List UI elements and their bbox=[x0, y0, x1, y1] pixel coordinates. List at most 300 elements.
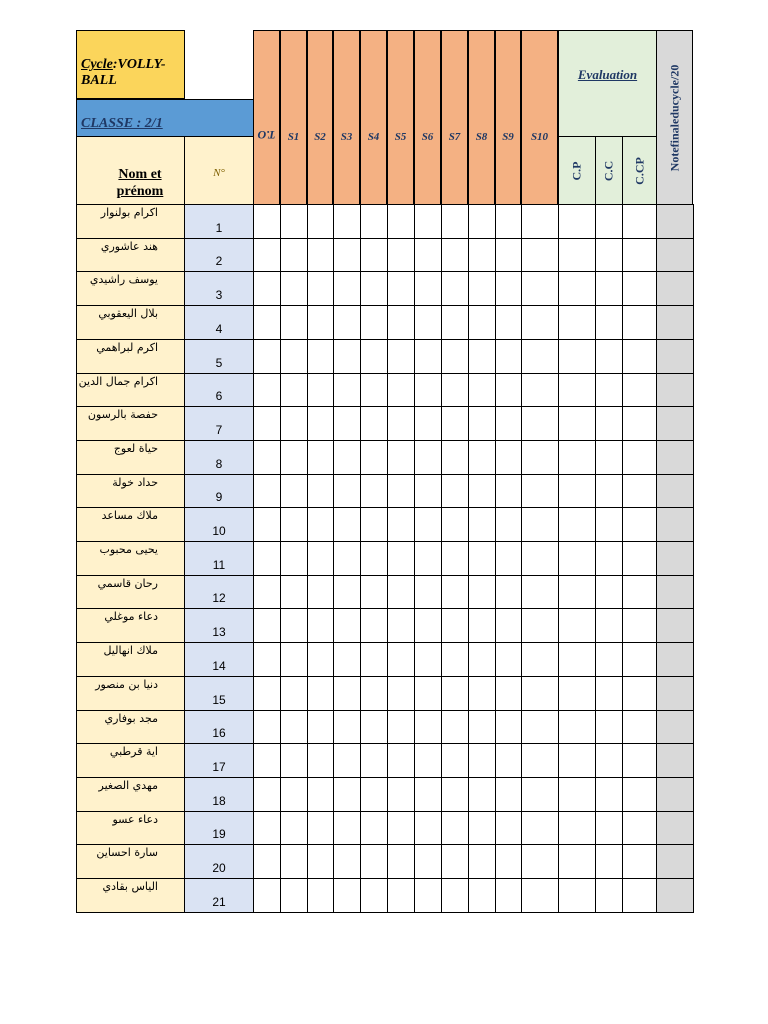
eval-grade-cell[interactable] bbox=[622, 811, 657, 845]
to-grade-cell[interactable] bbox=[253, 406, 281, 441]
session-grade-cell[interactable] bbox=[280, 507, 308, 542]
session-grade-cell[interactable] bbox=[360, 238, 388, 272]
session-grade-cell[interactable] bbox=[387, 541, 415, 576]
session-grade-cell[interactable] bbox=[521, 811, 559, 845]
to-grade-cell[interactable] bbox=[253, 743, 281, 778]
session-grade-cell[interactable] bbox=[414, 373, 442, 407]
session-grade-cell[interactable] bbox=[441, 710, 469, 744]
to-grade-cell[interactable] bbox=[253, 844, 281, 879]
session-grade-cell[interactable] bbox=[387, 507, 415, 542]
session-grade-cell[interactable] bbox=[468, 777, 496, 812]
session-grade-cell[interactable] bbox=[307, 507, 334, 542]
eval-grade-cell[interactable] bbox=[622, 305, 657, 340]
session-grade-cell[interactable] bbox=[468, 710, 496, 744]
session-grade-cell[interactable] bbox=[414, 507, 442, 542]
session-grade-cell[interactable] bbox=[521, 608, 559, 643]
to-grade-cell[interactable] bbox=[253, 575, 281, 609]
session-grade-cell[interactable] bbox=[387, 474, 415, 508]
session-grade-cell[interactable] bbox=[495, 339, 522, 374]
final-grade-cell[interactable] bbox=[656, 777, 694, 812]
session-grade-cell[interactable] bbox=[468, 440, 496, 475]
session-grade-cell[interactable] bbox=[307, 339, 334, 374]
eval-grade-cell[interactable] bbox=[622, 743, 657, 778]
session-grade-cell[interactable] bbox=[360, 474, 388, 508]
session-grade-cell[interactable] bbox=[468, 238, 496, 272]
session-grade-cell[interactable] bbox=[333, 406, 361, 441]
to-grade-cell[interactable] bbox=[253, 608, 281, 643]
to-grade-cell[interactable] bbox=[253, 440, 281, 475]
session-grade-cell[interactable] bbox=[495, 440, 522, 475]
eval-grade-cell[interactable] bbox=[595, 608, 623, 643]
to-grade-cell[interactable] bbox=[253, 710, 281, 744]
eval-grade-cell[interactable] bbox=[622, 777, 657, 812]
session-grade-cell[interactable] bbox=[414, 608, 442, 643]
session-grade-cell[interactable] bbox=[468, 743, 496, 778]
to-grade-cell[interactable] bbox=[253, 204, 281, 239]
session-grade-cell[interactable] bbox=[307, 541, 334, 576]
final-grade-cell[interactable] bbox=[656, 238, 694, 272]
session-grade-cell[interactable] bbox=[280, 844, 308, 879]
eval-grade-cell[interactable] bbox=[595, 271, 623, 306]
session-grade-cell[interactable] bbox=[387, 238, 415, 272]
eval-grade-cell[interactable] bbox=[622, 642, 657, 677]
session-grade-cell[interactable] bbox=[414, 474, 442, 508]
session-grade-cell[interactable] bbox=[468, 844, 496, 879]
session-grade-cell[interactable] bbox=[521, 541, 559, 576]
session-grade-cell[interactable] bbox=[387, 204, 415, 239]
eval-grade-cell[interactable] bbox=[558, 238, 596, 272]
session-grade-cell[interactable] bbox=[360, 373, 388, 407]
session-grade-cell[interactable] bbox=[307, 406, 334, 441]
session-grade-cell[interactable] bbox=[495, 575, 522, 609]
session-grade-cell[interactable] bbox=[360, 777, 388, 812]
session-grade-cell[interactable] bbox=[441, 541, 469, 576]
final-grade-cell[interactable] bbox=[656, 406, 694, 441]
session-grade-cell[interactable] bbox=[441, 238, 469, 272]
session-grade-cell[interactable] bbox=[468, 339, 496, 374]
session-grade-cell[interactable] bbox=[360, 271, 388, 306]
session-grade-cell[interactable] bbox=[280, 541, 308, 576]
session-grade-cell[interactable] bbox=[280, 305, 308, 340]
session-grade-cell[interactable] bbox=[307, 878, 334, 913]
session-grade-cell[interactable] bbox=[387, 676, 415, 711]
session-grade-cell[interactable] bbox=[280, 440, 308, 475]
eval-grade-cell[interactable] bbox=[622, 339, 657, 374]
session-grade-cell[interactable] bbox=[307, 575, 334, 609]
session-grade-cell[interactable] bbox=[495, 710, 522, 744]
to-grade-cell[interactable] bbox=[253, 676, 281, 711]
session-grade-cell[interactable] bbox=[468, 406, 496, 441]
session-grade-cell[interactable] bbox=[414, 575, 442, 609]
eval-grade-cell[interactable] bbox=[595, 844, 623, 879]
session-grade-cell[interactable] bbox=[441, 440, 469, 475]
session-grade-cell[interactable] bbox=[387, 844, 415, 879]
eval-grade-cell[interactable] bbox=[558, 844, 596, 879]
eval-grade-cell[interactable] bbox=[558, 507, 596, 542]
session-grade-cell[interactable] bbox=[280, 777, 308, 812]
final-grade-cell[interactable] bbox=[656, 642, 694, 677]
eval-grade-cell[interactable] bbox=[558, 575, 596, 609]
session-grade-cell[interactable] bbox=[360, 642, 388, 677]
final-grade-cell[interactable] bbox=[656, 474, 694, 508]
session-grade-cell[interactable] bbox=[307, 777, 334, 812]
session-grade-cell[interactable] bbox=[495, 406, 522, 441]
session-grade-cell[interactable] bbox=[521, 777, 559, 812]
session-grade-cell[interactable] bbox=[387, 373, 415, 407]
eval-grade-cell[interactable] bbox=[558, 204, 596, 239]
session-grade-cell[interactable] bbox=[360, 204, 388, 239]
session-grade-cell[interactable] bbox=[495, 878, 522, 913]
session-grade-cell[interactable] bbox=[280, 271, 308, 306]
session-grade-cell[interactable] bbox=[521, 305, 559, 340]
session-grade-cell[interactable] bbox=[495, 507, 522, 542]
session-grade-cell[interactable] bbox=[441, 676, 469, 711]
session-grade-cell[interactable] bbox=[387, 811, 415, 845]
session-grade-cell[interactable] bbox=[387, 575, 415, 609]
eval-grade-cell[interactable] bbox=[595, 777, 623, 812]
eval-grade-cell[interactable] bbox=[558, 608, 596, 643]
eval-grade-cell[interactable] bbox=[622, 406, 657, 441]
eval-grade-cell[interactable] bbox=[622, 541, 657, 576]
session-grade-cell[interactable] bbox=[414, 339, 442, 374]
eval-grade-cell[interactable] bbox=[622, 373, 657, 407]
eval-grade-cell[interactable] bbox=[595, 541, 623, 576]
final-grade-cell[interactable] bbox=[656, 440, 694, 475]
session-grade-cell[interactable] bbox=[333, 271, 361, 306]
session-grade-cell[interactable] bbox=[387, 878, 415, 913]
session-grade-cell[interactable] bbox=[521, 844, 559, 879]
session-grade-cell[interactable] bbox=[360, 811, 388, 845]
final-grade-cell[interactable] bbox=[656, 305, 694, 340]
session-grade-cell[interactable] bbox=[360, 676, 388, 711]
session-grade-cell[interactable] bbox=[468, 305, 496, 340]
final-grade-cell[interactable] bbox=[656, 204, 694, 239]
session-grade-cell[interactable] bbox=[414, 743, 442, 778]
session-grade-cell[interactable] bbox=[441, 642, 469, 677]
session-grade-cell[interactable] bbox=[468, 575, 496, 609]
session-grade-cell[interactable] bbox=[495, 642, 522, 677]
eval-grade-cell[interactable] bbox=[558, 541, 596, 576]
final-grade-cell[interactable] bbox=[656, 743, 694, 778]
session-grade-cell[interactable] bbox=[280, 642, 308, 677]
session-grade-cell[interactable] bbox=[521, 406, 559, 441]
session-grade-cell[interactable] bbox=[495, 743, 522, 778]
session-grade-cell[interactable] bbox=[441, 474, 469, 508]
session-grade-cell[interactable] bbox=[521, 204, 559, 239]
session-grade-cell[interactable] bbox=[307, 373, 334, 407]
session-grade-cell[interactable] bbox=[495, 238, 522, 272]
session-grade-cell[interactable] bbox=[387, 305, 415, 340]
session-grade-cell[interactable] bbox=[414, 642, 442, 677]
session-grade-cell[interactable] bbox=[333, 238, 361, 272]
final-grade-cell[interactable] bbox=[656, 710, 694, 744]
session-grade-cell[interactable] bbox=[280, 406, 308, 441]
session-grade-cell[interactable] bbox=[280, 878, 308, 913]
session-grade-cell[interactable] bbox=[280, 373, 308, 407]
eval-grade-cell[interactable] bbox=[558, 474, 596, 508]
eval-grade-cell[interactable] bbox=[622, 844, 657, 879]
session-grade-cell[interactable] bbox=[414, 305, 442, 340]
session-grade-cell[interactable] bbox=[307, 844, 334, 879]
session-grade-cell[interactable] bbox=[360, 743, 388, 778]
session-grade-cell[interactable] bbox=[521, 676, 559, 711]
session-grade-cell[interactable] bbox=[333, 440, 361, 475]
session-grade-cell[interactable] bbox=[280, 811, 308, 845]
session-grade-cell[interactable] bbox=[495, 373, 522, 407]
eval-grade-cell[interactable] bbox=[622, 474, 657, 508]
eval-grade-cell[interactable] bbox=[622, 238, 657, 272]
session-grade-cell[interactable] bbox=[307, 642, 334, 677]
session-grade-cell[interactable] bbox=[387, 642, 415, 677]
session-grade-cell[interactable] bbox=[521, 271, 559, 306]
final-grade-cell[interactable] bbox=[656, 878, 694, 913]
eval-grade-cell[interactable] bbox=[595, 373, 623, 407]
session-grade-cell[interactable] bbox=[307, 676, 334, 711]
session-grade-cell[interactable] bbox=[333, 507, 361, 542]
to-grade-cell[interactable] bbox=[253, 811, 281, 845]
session-grade-cell[interactable] bbox=[414, 878, 442, 913]
session-grade-cell[interactable] bbox=[387, 743, 415, 778]
session-grade-cell[interactable] bbox=[414, 844, 442, 879]
session-grade-cell[interactable] bbox=[521, 642, 559, 677]
session-grade-cell[interactable] bbox=[495, 608, 522, 643]
session-grade-cell[interactable] bbox=[468, 642, 496, 677]
session-grade-cell[interactable] bbox=[414, 710, 442, 744]
eval-grade-cell[interactable] bbox=[595, 878, 623, 913]
session-grade-cell[interactable] bbox=[360, 608, 388, 643]
eval-grade-cell[interactable] bbox=[622, 440, 657, 475]
session-grade-cell[interactable] bbox=[387, 271, 415, 306]
session-grade-cell[interactable] bbox=[414, 676, 442, 711]
session-grade-cell[interactable] bbox=[495, 811, 522, 845]
session-grade-cell[interactable] bbox=[414, 406, 442, 441]
session-grade-cell[interactable] bbox=[441, 878, 469, 913]
session-grade-cell[interactable] bbox=[495, 204, 522, 239]
session-grade-cell[interactable] bbox=[360, 440, 388, 475]
session-grade-cell[interactable] bbox=[495, 271, 522, 306]
session-grade-cell[interactable] bbox=[307, 474, 334, 508]
session-grade-cell[interactable] bbox=[468, 541, 496, 576]
session-grade-cell[interactable] bbox=[307, 204, 334, 239]
session-grade-cell[interactable] bbox=[414, 811, 442, 845]
eval-grade-cell[interactable] bbox=[595, 811, 623, 845]
session-grade-cell[interactable] bbox=[360, 878, 388, 913]
session-grade-cell[interactable] bbox=[468, 507, 496, 542]
session-grade-cell[interactable] bbox=[521, 339, 559, 374]
eval-grade-cell[interactable] bbox=[622, 204, 657, 239]
eval-grade-cell[interactable] bbox=[595, 575, 623, 609]
eval-grade-cell[interactable] bbox=[558, 777, 596, 812]
eval-grade-cell[interactable] bbox=[558, 743, 596, 778]
session-grade-cell[interactable] bbox=[441, 575, 469, 609]
session-grade-cell[interactable] bbox=[441, 373, 469, 407]
session-grade-cell[interactable] bbox=[441, 339, 469, 374]
session-grade-cell[interactable] bbox=[495, 305, 522, 340]
session-grade-cell[interactable] bbox=[521, 507, 559, 542]
eval-grade-cell[interactable] bbox=[595, 440, 623, 475]
session-grade-cell[interactable] bbox=[280, 474, 308, 508]
session-grade-cell[interactable] bbox=[360, 339, 388, 374]
session-grade-cell[interactable] bbox=[333, 710, 361, 744]
session-grade-cell[interactable] bbox=[441, 406, 469, 441]
session-grade-cell[interactable] bbox=[441, 777, 469, 812]
session-grade-cell[interactable] bbox=[387, 710, 415, 744]
final-grade-cell[interactable] bbox=[656, 541, 694, 576]
session-grade-cell[interactable] bbox=[441, 271, 469, 306]
eval-grade-cell[interactable] bbox=[558, 373, 596, 407]
session-grade-cell[interactable] bbox=[280, 743, 308, 778]
session-grade-cell[interactable] bbox=[307, 811, 334, 845]
session-grade-cell[interactable] bbox=[495, 844, 522, 879]
session-grade-cell[interactable] bbox=[414, 541, 442, 576]
session-grade-cell[interactable] bbox=[414, 777, 442, 812]
session-grade-cell[interactable] bbox=[280, 339, 308, 374]
session-grade-cell[interactable] bbox=[280, 204, 308, 239]
final-grade-cell[interactable] bbox=[656, 373, 694, 407]
session-grade-cell[interactable] bbox=[521, 710, 559, 744]
final-grade-cell[interactable] bbox=[656, 271, 694, 306]
eval-grade-cell[interactable] bbox=[558, 811, 596, 845]
session-grade-cell[interactable] bbox=[333, 373, 361, 407]
session-grade-cell[interactable] bbox=[360, 406, 388, 441]
session-grade-cell[interactable] bbox=[360, 710, 388, 744]
session-grade-cell[interactable] bbox=[333, 743, 361, 778]
session-grade-cell[interactable] bbox=[495, 676, 522, 711]
eval-grade-cell[interactable] bbox=[558, 642, 596, 677]
eval-grade-cell[interactable] bbox=[595, 676, 623, 711]
final-grade-cell[interactable] bbox=[656, 608, 694, 643]
session-grade-cell[interactable] bbox=[441, 811, 469, 845]
session-grade-cell[interactable] bbox=[333, 339, 361, 374]
session-grade-cell[interactable] bbox=[360, 305, 388, 340]
session-grade-cell[interactable] bbox=[521, 743, 559, 778]
final-grade-cell[interactable] bbox=[656, 339, 694, 374]
eval-grade-cell[interactable] bbox=[558, 440, 596, 475]
session-grade-cell[interactable] bbox=[333, 676, 361, 711]
session-grade-cell[interactable] bbox=[333, 575, 361, 609]
eval-grade-cell[interactable] bbox=[558, 710, 596, 744]
eval-grade-cell[interactable] bbox=[622, 507, 657, 542]
session-grade-cell[interactable] bbox=[468, 373, 496, 407]
to-grade-cell[interactable] bbox=[253, 777, 281, 812]
to-grade-cell[interactable] bbox=[253, 878, 281, 913]
session-grade-cell[interactable] bbox=[521, 878, 559, 913]
session-grade-cell[interactable] bbox=[441, 608, 469, 643]
session-grade-cell[interactable] bbox=[307, 305, 334, 340]
session-grade-cell[interactable] bbox=[333, 204, 361, 239]
session-grade-cell[interactable] bbox=[521, 238, 559, 272]
session-grade-cell[interactable] bbox=[333, 878, 361, 913]
session-grade-cell[interactable] bbox=[387, 608, 415, 643]
session-grade-cell[interactable] bbox=[307, 238, 334, 272]
session-grade-cell[interactable] bbox=[333, 777, 361, 812]
eval-grade-cell[interactable] bbox=[595, 238, 623, 272]
session-grade-cell[interactable] bbox=[414, 271, 442, 306]
to-grade-cell[interactable] bbox=[253, 373, 281, 407]
eval-grade-cell[interactable] bbox=[595, 204, 623, 239]
eval-grade-cell[interactable] bbox=[622, 271, 657, 306]
session-grade-cell[interactable] bbox=[468, 271, 496, 306]
eval-grade-cell[interactable] bbox=[622, 608, 657, 643]
session-grade-cell[interactable] bbox=[387, 406, 415, 441]
session-grade-cell[interactable] bbox=[468, 878, 496, 913]
session-grade-cell[interactable] bbox=[333, 474, 361, 508]
session-grade-cell[interactable] bbox=[441, 204, 469, 239]
session-grade-cell[interactable] bbox=[307, 608, 334, 643]
session-grade-cell[interactable] bbox=[360, 844, 388, 879]
session-grade-cell[interactable] bbox=[387, 339, 415, 374]
session-grade-cell[interactable] bbox=[495, 777, 522, 812]
eval-grade-cell[interactable] bbox=[595, 305, 623, 340]
eval-grade-cell[interactable] bbox=[558, 676, 596, 711]
final-grade-cell[interactable] bbox=[656, 507, 694, 542]
session-grade-cell[interactable] bbox=[280, 238, 308, 272]
session-grade-cell[interactable] bbox=[521, 440, 559, 475]
eval-grade-cell[interactable] bbox=[595, 507, 623, 542]
eval-grade-cell[interactable] bbox=[558, 406, 596, 441]
eval-grade-cell[interactable] bbox=[595, 474, 623, 508]
session-grade-cell[interactable] bbox=[280, 575, 308, 609]
session-grade-cell[interactable] bbox=[521, 474, 559, 508]
final-grade-cell[interactable] bbox=[656, 575, 694, 609]
to-grade-cell[interactable] bbox=[253, 339, 281, 374]
session-grade-cell[interactable] bbox=[333, 811, 361, 845]
session-grade-cell[interactable] bbox=[307, 440, 334, 475]
session-grade-cell[interactable] bbox=[307, 743, 334, 778]
eval-grade-cell[interactable] bbox=[595, 406, 623, 441]
session-grade-cell[interactable] bbox=[307, 710, 334, 744]
eval-grade-cell[interactable] bbox=[558, 878, 596, 913]
session-grade-cell[interactable] bbox=[360, 541, 388, 576]
session-grade-cell[interactable] bbox=[468, 811, 496, 845]
session-grade-cell[interactable] bbox=[521, 575, 559, 609]
to-grade-cell[interactable] bbox=[253, 238, 281, 272]
session-grade-cell[interactable] bbox=[495, 541, 522, 576]
eval-grade-cell[interactable] bbox=[595, 743, 623, 778]
eval-grade-cell[interactable] bbox=[622, 710, 657, 744]
session-grade-cell[interactable] bbox=[441, 507, 469, 542]
session-grade-cell[interactable] bbox=[307, 271, 334, 306]
session-grade-cell[interactable] bbox=[441, 743, 469, 778]
session-grade-cell[interactable] bbox=[468, 676, 496, 711]
session-grade-cell[interactable] bbox=[360, 507, 388, 542]
session-grade-cell[interactable] bbox=[414, 440, 442, 475]
session-grade-cell[interactable] bbox=[468, 474, 496, 508]
final-grade-cell[interactable] bbox=[656, 676, 694, 711]
session-grade-cell[interactable] bbox=[280, 608, 308, 643]
to-grade-cell[interactable] bbox=[253, 541, 281, 576]
session-grade-cell[interactable] bbox=[441, 844, 469, 879]
session-grade-cell[interactable] bbox=[495, 474, 522, 508]
session-grade-cell[interactable] bbox=[387, 440, 415, 475]
session-grade-cell[interactable] bbox=[414, 204, 442, 239]
session-grade-cell[interactable] bbox=[387, 777, 415, 812]
session-grade-cell[interactable] bbox=[333, 541, 361, 576]
session-grade-cell[interactable] bbox=[333, 608, 361, 643]
to-grade-cell[interactable] bbox=[253, 507, 281, 542]
eval-grade-cell[interactable] bbox=[595, 710, 623, 744]
eval-grade-cell[interactable] bbox=[595, 339, 623, 374]
to-grade-cell[interactable] bbox=[253, 642, 281, 677]
eval-grade-cell[interactable] bbox=[622, 676, 657, 711]
session-grade-cell[interactable] bbox=[333, 642, 361, 677]
eval-grade-cell[interactable] bbox=[595, 642, 623, 677]
eval-grade-cell[interactable] bbox=[558, 305, 596, 340]
to-grade-cell[interactable] bbox=[253, 305, 281, 340]
session-grade-cell[interactable] bbox=[468, 204, 496, 239]
session-grade-cell[interactable] bbox=[280, 676, 308, 711]
eval-grade-cell[interactable] bbox=[558, 271, 596, 306]
